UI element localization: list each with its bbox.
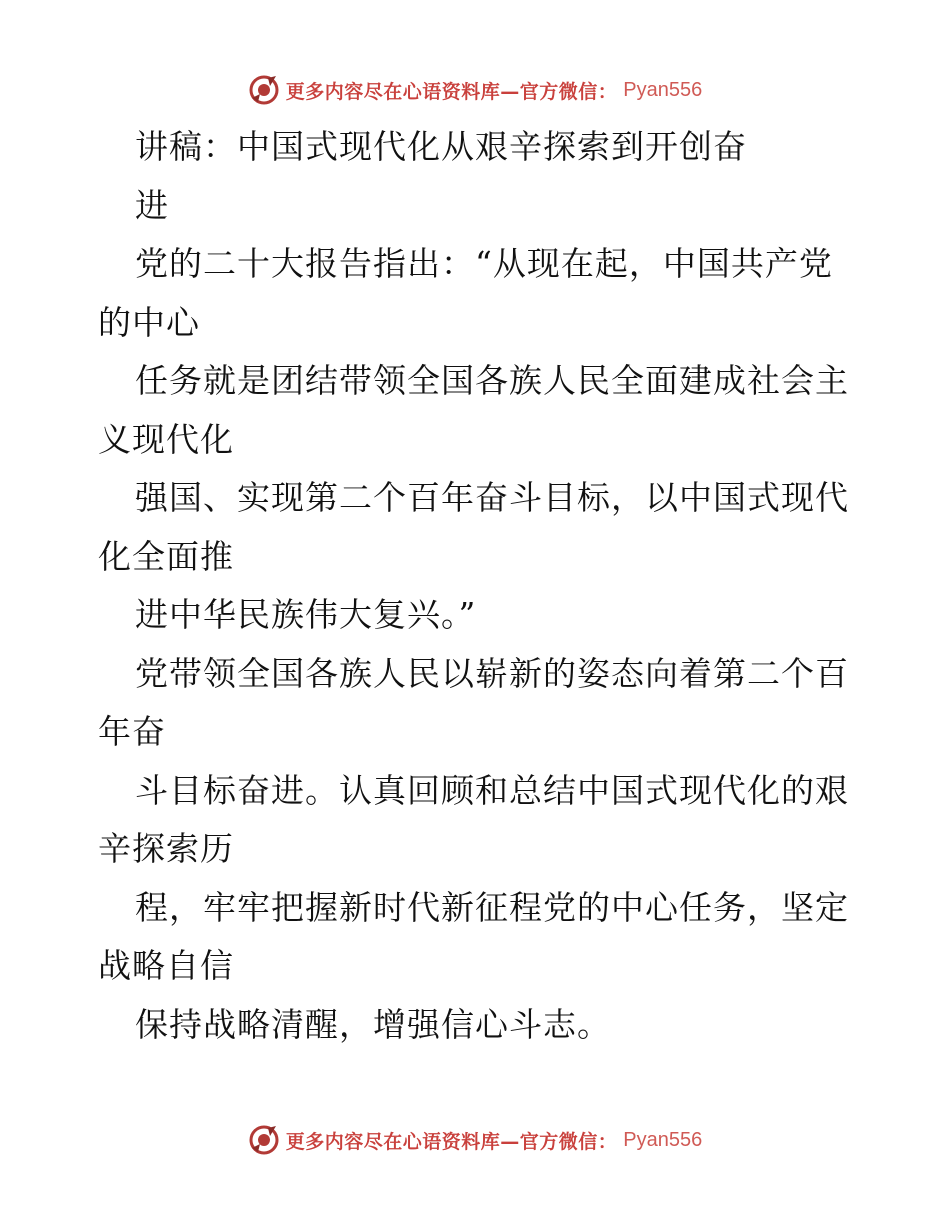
watermark-brand-text: 更多内容尽在心语资料库—官方微信：	[285, 1130, 618, 1153]
text-line: 讲稿：中国式现代化从艰辛探索到开创奋	[135, 127, 747, 166]
text-line: 斗目标奋进。认真回顾和总结中国式现代化的艰	[135, 770, 849, 810]
text-line: 任务就是团结带领全国各族人民全面建成社会主	[135, 361, 849, 400]
text-line: 年奋	[98, 712, 166, 751]
watermark-brand-text: 更多内容尽在心语资料库—官方微信：	[285, 80, 618, 103]
header-watermark	[0, 70, 950, 110]
pen-logo-icon	[248, 1124, 280, 1156]
text-line: 程，牢牢把握新时代新征程党的中心任务，坚定	[135, 887, 849, 927]
pen-logo-icon	[248, 74, 280, 106]
text-line: 进中华民族伟大复兴。”	[135, 595, 477, 634]
watermark-wechat-id: Pyan556	[623, 78, 703, 101]
footer-watermark	[0, 1120, 950, 1160]
document-body	[98, 118, 858, 1054]
text-line: 化全面推	[98, 536, 234, 576]
text-line: 义现代化	[98, 419, 234, 459]
text-line: 进	[135, 185, 169, 225]
text-line: 强国、实现第二个百年奋斗目标，以中国式现代	[135, 478, 849, 517]
text-line: 的中心	[98, 302, 200, 342]
text-line: 党带领全国各族人民以崭新的姿态向着第二个百	[135, 653, 849, 693]
text-line: 战略自信	[98, 946, 234, 985]
text-line: 党的二十大报告指出：“从现在起，中国共产党	[135, 244, 833, 283]
watermark-wechat-id: Pyan556	[623, 1128, 703, 1151]
text-line: 保持战略清醒，增强信心斗志。	[135, 1004, 611, 1044]
text-line: 辛探索历	[98, 829, 234, 868]
